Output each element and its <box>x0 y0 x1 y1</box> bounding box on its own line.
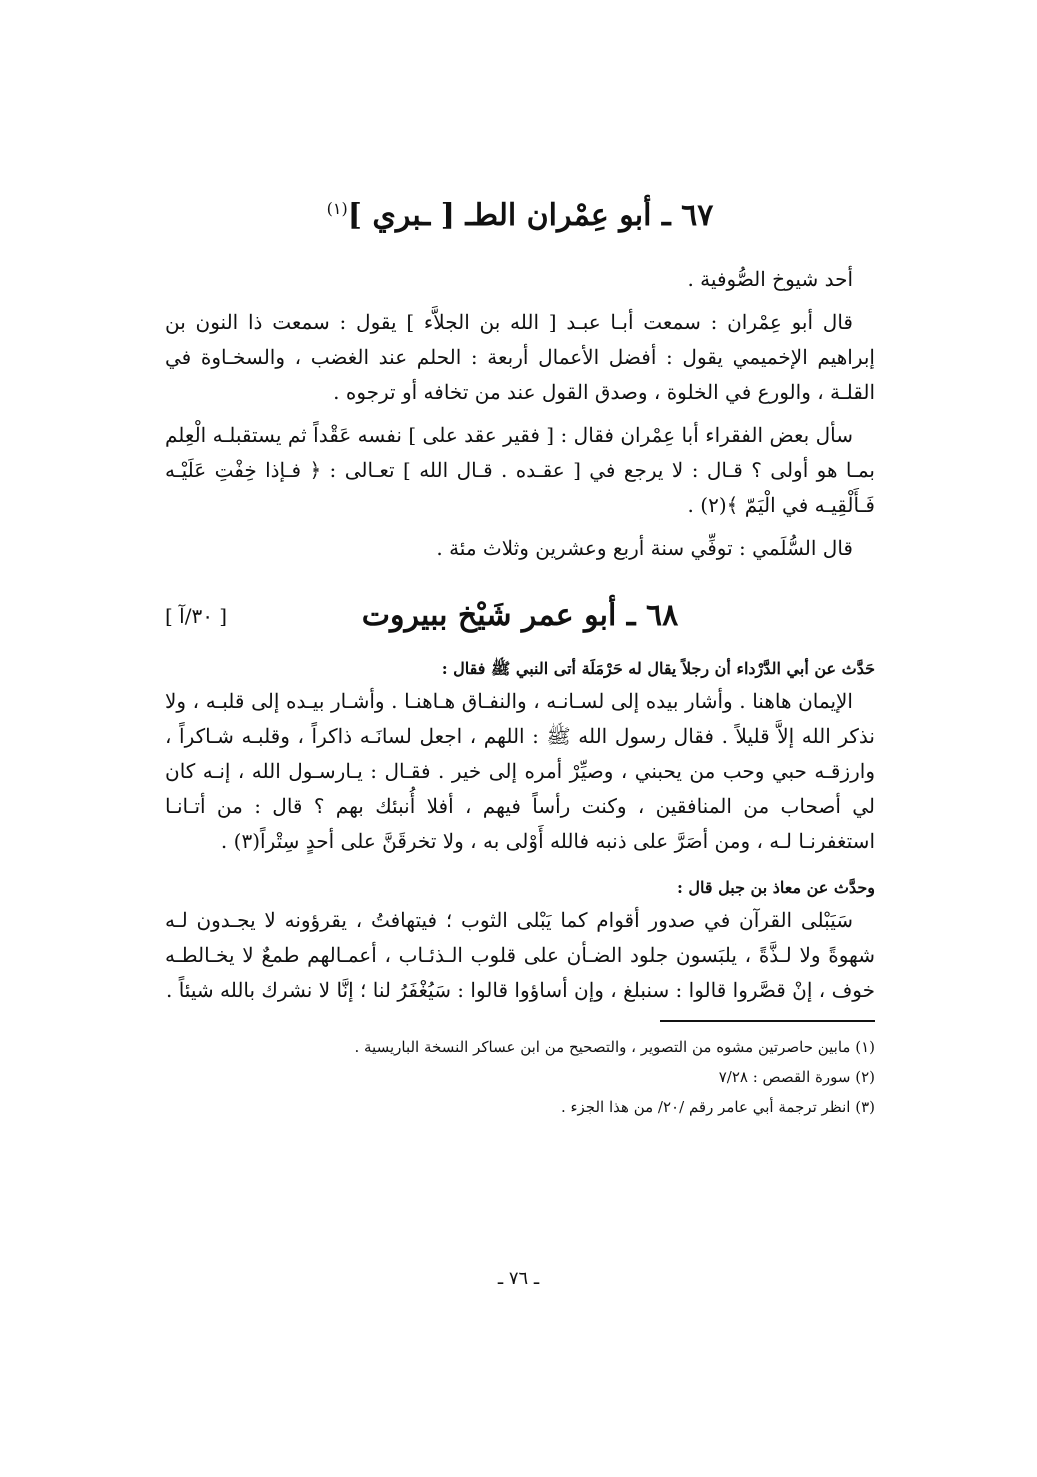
section-68-lead-1: حَدَّث عن أبي الدَّرْداء أن رجلاً يقال له حَرْمَلَة أتى النبي ﷺ فقال : <box>441 659 875 678</box>
section-68-title-text: ٦٨ ـ أبو عمر شَيْخ ببيروت <box>361 598 679 633</box>
footnote-ref-1: (١) <box>326 199 348 218</box>
page-number: ـ ٧٦ ـ <box>497 1268 540 1289</box>
section-67-paragraph-1: قال أبو عِمْران : سمعت أبـا عبـد [ الله بن الجلاَّء ] يقول : سمعت ذا النون بن إبراهيم الإخميمي يقول : أفضل الأعمال أربعة : الحلم عند الغضب ، والسخـاوة في القلـة ، والورع في الخلوة ، وصدق القول عند من تخافه أو ترجوه . <box>165 310 875 404</box>
section-67-paragraph-3: قال السُّلَمي : توفِّي سنة أربع وعشرين وثلاث مئة . <box>436 536 853 560</box>
section-68-lead-2: وحدَّث عن معاذ بن جبل قال : <box>676 878 875 897</box>
section-67-title <box>165 185 875 240</box>
section-67-intro: أحد شيوخ الصُّوفية . <box>687 267 853 291</box>
page-body <box>165 185 875 1295</box>
footnote-3: (٣) انظر ترجمة أبي عامر رقم /٢٠/ من هذا الجزء . <box>560 1098 875 1116</box>
footnote-1: (١) مابين حاصرتين مشوه من التصوير ، والتصحيح من ابن عساكر النسخة الباريسية . <box>354 1038 875 1056</box>
section-67-title-text: ٦٧ ـ أبو عِمْران الطـ [ ـبري ] <box>347 198 714 233</box>
section-68-paragraph-1: الإيمان هاهنا . وأشار بيده إلى لسـانـه ، والنفـاق هـاهنـا . وأشـار بيـده إلى قلبـه ، ولا نذكر الله إلاَّ قليلاً . فقال رسول الله ﷺ : اللهم ، اجعل لسانَـه ذاكراً ، وقلبـه شـاكراً ، وارزقـه حبي وحب من يحبني ، وصيِّرْ أمره إلى خير . فقـال : يـارسـول الله ، إنـه كان لي أصحاب من المنافقين ، وكنت رأساً فيهم ، أفلا أُنبئك بهم ؟ قال : من أتـانـا استغفرنـا لـه ، ومن أصَرَّ على ذنبه فالله أَوْلى به ، ولا تخرقَنَّ على أحدٍ سِتْراً(٣) . <box>165 689 875 853</box>
footnote-2: (٢) سورة القصص : ٧/٢٨ <box>718 1068 875 1086</box>
section-67-paragraph-2: سأل بعض الفقراء أبا عِمْران فقال : [ فقير عقد على ] نفسه عَقْداً ثم يستقبلـه الْعِلم بمـا هو أولى ؟ قـال : لا يرجع في [ عقـده . قـال الله ] تعـالى : ﴿ فـإذا خِفْتِ عَلَيْـه فَـأَلْقِيـه في الْيَمّ ﴾(٢) . <box>165 423 875 517</box>
section-68-paragraph-2: سَيَبْلى القرآن في صدور أقوام كما يَبْلى الثوب ؛ فيتهافتُ ، يقرؤونه لا يجـدون لـه شهوةً ولا لـذَّةً ، يلبَسون جلود الضـأن على قلوب الـذئـاب ، أعمـالهم طمعٌ لا يخـالطـه خوف ، إنْ قصَّروا قالوا : سنبلغ ، وإن أساؤوا قالوا : سَيُغْفَرُ لنا ؛ إنَّا لا نشرك بالله شيئاً . <box>165 908 875 1002</box>
manuscript-folio-ref: [ ٣٠/آ ] <box>165 604 228 628</box>
footnote-divider <box>660 1020 875 1022</box>
section-68-title <box>165 592 875 640</box>
